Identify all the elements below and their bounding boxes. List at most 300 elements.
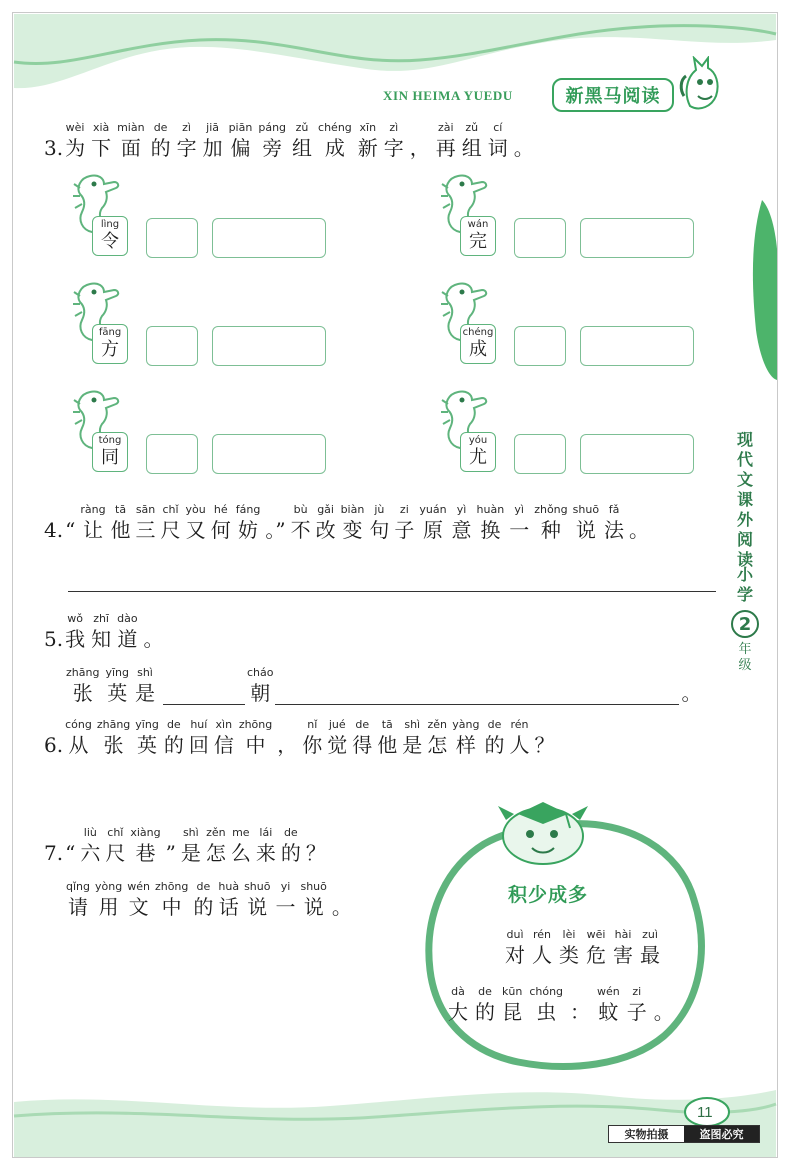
ruby-char	[189, 718, 209, 757]
ruby-char	[256, 826, 276, 865]
pinyin: qǐng	[66, 880, 90, 893]
pinyin: me	[232, 826, 250, 839]
question-7	[44, 826, 331, 865]
hanzi: 六	[80, 841, 101, 865]
ruby-char	[135, 718, 159, 757]
pinyin: de	[487, 718, 502, 731]
hanzi: ？	[305, 841, 326, 865]
question-7-text	[65, 826, 331, 865]
pinyin: wán	[467, 219, 489, 230]
pinyin: rén	[532, 928, 552, 941]
hanzi: 巷	[135, 841, 156, 865]
ruby-char	[654, 985, 674, 1024]
hanzi: 样	[455, 733, 476, 757]
ruby-char	[358, 121, 378, 160]
ruby-char	[166, 826, 176, 865]
hanzi: 中	[245, 733, 266, 757]
ruby-char	[239, 718, 272, 757]
new-character-box[interactable]	[146, 218, 198, 258]
hanzi: 旁	[262, 136, 283, 160]
hanzi: “	[65, 518, 76, 542]
question-7-sub	[66, 880, 357, 919]
hanzi: 蚊	[598, 1000, 619, 1024]
brand-english: XIN HEIMA YUEDU	[383, 88, 513, 103]
ruby-char	[597, 985, 620, 1024]
question-5-text	[65, 612, 169, 651]
pinyin: zěn	[427, 718, 447, 731]
ruby-char	[452, 503, 472, 542]
ruby-char	[316, 503, 336, 542]
pinyin: shuō	[244, 880, 271, 893]
ruby-char	[292, 121, 312, 160]
hanzi: 你	[302, 733, 323, 757]
hanzi: 请	[68, 895, 88, 919]
pinyin: ràng	[80, 503, 106, 516]
ruby-char	[277, 718, 297, 757]
ruby-char	[91, 121, 111, 160]
hanzi: 的	[150, 136, 171, 160]
hanzi: 尺	[105, 841, 126, 865]
hanzi: 。	[629, 518, 650, 542]
hanzi: 最	[640, 943, 660, 967]
hanzi: 子	[394, 518, 415, 542]
hanzi: 怎	[427, 733, 448, 757]
hanzi: 成	[469, 339, 487, 360]
pinyin: huàn	[476, 503, 505, 516]
pinyin: wén	[127, 880, 150, 893]
ruby-char	[65, 826, 75, 865]
ruby-char	[462, 121, 482, 160]
pinyin: yi	[280, 880, 291, 893]
word-answer-box[interactable]	[580, 218, 694, 258]
word-answer-box[interactable]	[212, 434, 326, 474]
ruby-char	[136, 503, 156, 542]
ruby-char	[410, 121, 430, 160]
tip-text-2	[448, 985, 681, 1024]
pinyin: tóng	[98, 435, 122, 446]
hanzi: 说	[303, 895, 324, 919]
pinyin: wèi	[65, 121, 85, 134]
ruby-char	[97, 718, 130, 757]
hanzi: 人	[532, 943, 552, 967]
ruby-char	[80, 826, 100, 865]
ruby-char	[532, 928, 552, 967]
hanzi: 字	[383, 136, 404, 160]
pinyin: zhāng	[96, 718, 131, 731]
question-6	[44, 718, 559, 757]
hanzi: 是	[134, 681, 155, 705]
hanzi: 回	[188, 733, 209, 757]
ruby-char	[65, 503, 75, 542]
pinyin: wén	[597, 985, 620, 998]
hanzi: 中	[161, 895, 182, 919]
pinyin: zì	[389, 121, 399, 134]
ruby-char	[570, 985, 590, 1024]
hanzi: 。	[513, 136, 534, 160]
hanzi: 觉	[327, 733, 348, 757]
hanzi: 信	[213, 733, 234, 757]
tip-line-2	[448, 985, 681, 1024]
ruby-char	[117, 612, 137, 651]
pinyin: fǎ	[608, 503, 620, 516]
hanzi: 是	[402, 733, 423, 757]
pinyin: páng	[258, 121, 287, 134]
ruby-char	[236, 503, 261, 542]
ruby-char	[177, 121, 197, 160]
hanzi: 下	[91, 136, 112, 160]
pinyin: jù	[374, 503, 385, 516]
ruby-char	[318, 121, 352, 160]
hanzi: 词	[487, 136, 508, 160]
base-character-box	[92, 216, 128, 256]
hanzi: ”	[165, 841, 176, 865]
ruby-char	[534, 718, 554, 757]
question-4-text	[65, 503, 654, 542]
ruby-char	[258, 121, 286, 160]
ruby-char	[604, 503, 624, 542]
hanzi: 变	[342, 518, 363, 542]
base-character-box	[92, 432, 128, 472]
hanzi: 么	[230, 841, 251, 865]
hanzi: 令	[101, 231, 119, 252]
pinyin: xīn	[359, 121, 377, 134]
ruby-char	[534, 503, 567, 542]
pinyin: de	[478, 985, 492, 998]
ruby-char	[161, 503, 181, 542]
side-series-title: 现代文课外阅读	[736, 430, 753, 569]
ruby-char	[505, 928, 525, 967]
pinyin: chǐ	[162, 503, 179, 516]
hanzi: 。	[653, 1000, 674, 1024]
fill-end-punct: 。	[681, 681, 702, 705]
word-answer-box[interactable]	[212, 326, 326, 366]
hanzi: 妨	[238, 518, 259, 542]
pinyin: fāng	[98, 327, 122, 338]
hanzi: 字	[176, 136, 197, 160]
pinyin: xìn	[215, 718, 233, 731]
new-character-box[interactable]	[514, 218, 566, 258]
pinyin: biàn	[340, 503, 365, 516]
hanzi: 。	[331, 895, 352, 919]
ruby-char	[281, 826, 301, 865]
pinyin: yòng	[95, 880, 123, 893]
stamp-right: 盗图必究	[684, 1126, 759, 1142]
ruby-char	[206, 826, 226, 865]
hanzi: 让	[82, 518, 103, 542]
ruby-char	[475, 985, 495, 1024]
ruby-char	[306, 826, 326, 865]
ruby-char	[559, 928, 579, 967]
ruby-char	[509, 718, 529, 757]
pinyin: zì	[182, 121, 191, 134]
ruby-char	[117, 121, 144, 160]
question-number: 7.	[44, 841, 64, 865]
pinyin: chéng	[462, 327, 494, 338]
pinyin: rén	[510, 718, 529, 731]
ruby-char	[181, 826, 201, 865]
pinyin: wǒ	[67, 612, 83, 625]
pinyin: chǐ	[107, 826, 124, 839]
hanzi: 的	[163, 733, 184, 757]
ruby-char	[105, 666, 129, 705]
pinyin: zhōng	[154, 880, 189, 893]
pinyin: shì	[137, 666, 153, 679]
pinyin: miàn	[117, 121, 145, 134]
question-7-instruction	[66, 880, 357, 919]
hanzi: 一	[509, 518, 530, 542]
pinyin: yì	[456, 503, 467, 516]
question-3	[44, 121, 540, 160]
word-answer-box[interactable]	[212, 218, 326, 258]
hanzi: 说	[575, 518, 596, 542]
ruby-char	[377, 718, 397, 757]
new-character-box[interactable]	[146, 326, 198, 366]
ruby-char	[65, 612, 85, 651]
hanzi: 文	[128, 895, 149, 919]
pinyin: lìng	[100, 219, 120, 230]
hanzi: 的	[280, 841, 301, 865]
ruby-char	[477, 503, 505, 542]
side-grade-word: 年级	[738, 642, 752, 673]
ruby-char	[95, 880, 122, 919]
pinyin: huí	[190, 718, 208, 731]
question-4	[44, 503, 654, 542]
ruby-char	[300, 880, 326, 919]
ruby-char	[91, 612, 111, 651]
hanzi: 不	[290, 518, 311, 542]
pinyin: xià	[92, 121, 110, 134]
question-number: 3.	[44, 136, 64, 160]
hanzi: 对	[505, 943, 525, 967]
pinyin: fáng	[235, 503, 261, 516]
hanzi: 组	[461, 136, 482, 160]
page-number: 11	[697, 1104, 713, 1121]
ruby-char	[244, 880, 270, 919]
question-6-text	[65, 718, 559, 757]
ruby-char	[573, 503, 599, 542]
ruby-char	[448, 985, 468, 1024]
hanzi: 方	[101, 339, 119, 360]
ruby-char	[231, 826, 251, 865]
pinyin: sān	[135, 503, 156, 516]
hanzi: 成	[324, 136, 345, 160]
brand-badge: 新黑马阅读	[552, 78, 674, 112]
pinyin: shì	[182, 826, 199, 839]
pinyin: hài	[614, 928, 632, 941]
ruby-char	[203, 121, 223, 160]
new-character-box[interactable]	[514, 326, 566, 366]
question-5-fill	[66, 666, 701, 705]
hanzi: 意	[451, 518, 472, 542]
hanzi: 组	[292, 136, 313, 160]
pinyin: yóu	[468, 435, 488, 446]
ruby-char	[265, 503, 285, 542]
ruby-char	[135, 666, 155, 705]
hanzi: 张	[72, 681, 93, 705]
ruby-char	[291, 503, 311, 542]
ruby-char	[218, 880, 239, 919]
hanzi: 原	[422, 518, 443, 542]
pinyin: zhōng	[238, 718, 273, 731]
side-level: 小学	[736, 565, 753, 604]
hanzi: “	[65, 841, 76, 865]
hanzi: 同	[101, 447, 119, 468]
hanzi: 虫	[536, 1000, 557, 1024]
answer-line[interactable]	[68, 591, 716, 592]
pinyin: zuì	[642, 928, 658, 941]
hanzi: 偏	[230, 136, 251, 160]
ruby-char	[65, 718, 92, 757]
pinyin: tā	[381, 718, 393, 731]
ruby-char	[341, 503, 365, 542]
hanzi: 三	[135, 518, 156, 542]
pinyin: yòu	[185, 503, 206, 516]
pinyin: tā	[115, 503, 127, 516]
horse-graduate-icon	[488, 780, 598, 870]
ruby-char	[214, 718, 234, 757]
ruby-char	[275, 880, 295, 919]
ruby-char	[419, 503, 446, 542]
ruby-char	[586, 928, 606, 967]
hanzi: 危	[586, 943, 606, 967]
ruby-char	[80, 503, 105, 542]
new-character-box[interactable]	[146, 434, 198, 474]
ruby-char	[130, 826, 160, 865]
pinyin: zi	[632, 985, 642, 998]
hanzi: ？	[534, 733, 555, 757]
pinyin: duì	[506, 928, 524, 941]
pinyin: zěn	[206, 826, 226, 839]
ruby-char	[66, 666, 99, 705]
hanzi: ，	[277, 733, 298, 757]
pinyin: de	[153, 121, 168, 134]
hanzi: 他	[377, 733, 398, 757]
hanzi: 话	[218, 895, 239, 919]
pinyin: zài	[437, 121, 454, 134]
hanzi: 子	[626, 1000, 647, 1024]
hanzi: 尺	[160, 518, 181, 542]
stamp-left: 实物拍摄	[609, 1126, 684, 1142]
hanzi: 得	[352, 733, 373, 757]
hanzi: 的	[193, 895, 214, 919]
hanzi: 种	[540, 518, 561, 542]
base-character-box	[92, 324, 128, 364]
hanzi: 说	[247, 895, 268, 919]
pinyin: zǔ	[465, 121, 479, 134]
hanzi: 。”	[265, 518, 286, 542]
hanzi: 一	[275, 895, 296, 919]
pinyin: yàng	[452, 718, 480, 731]
pinyin: zhī	[93, 612, 109, 625]
ruby-char	[384, 121, 404, 160]
hanzi: 句	[369, 518, 390, 542]
pinyin: de	[196, 880, 211, 893]
question-3-text	[65, 121, 540, 160]
ruby-char	[105, 826, 125, 865]
hanzi: 他	[110, 518, 131, 542]
ruby-char	[111, 503, 131, 542]
hanzi: 。	[143, 627, 164, 651]
ruby-char	[193, 880, 213, 919]
hanzi: 尤	[469, 447, 487, 468]
pinyin: chéng	[318, 121, 352, 134]
pinyin: lèi	[562, 928, 576, 941]
pinyin: yīng	[105, 666, 129, 679]
hanzi: 害	[613, 943, 633, 967]
ruby-char	[229, 121, 253, 160]
hanzi: ，	[409, 136, 430, 160]
hanzi: 我	[65, 627, 86, 651]
pinyin: zi	[399, 503, 409, 516]
hanzi: 昆	[502, 1000, 523, 1024]
hanzi: 新	[357, 136, 378, 160]
ruby-char	[502, 985, 522, 1024]
watermark-stamp	[608, 1125, 760, 1143]
hanzi: 又	[185, 518, 206, 542]
fill-blank-2[interactable]	[275, 683, 679, 705]
pinyin: yì	[514, 503, 524, 516]
fill-middle-char	[247, 666, 274, 705]
tip-text-1	[505, 928, 667, 967]
pinyin: shuō	[572, 503, 600, 516]
new-character-box[interactable]	[514, 434, 566, 474]
pinyin: jué	[328, 718, 346, 731]
pinyin: hé	[213, 503, 228, 516]
ruby-char	[452, 718, 479, 757]
ruby-char	[529, 985, 563, 1024]
ruby-char	[514, 121, 534, 160]
hanzi: 换	[480, 518, 501, 542]
ruby-char	[369, 503, 389, 542]
hanzi: 人	[509, 733, 530, 757]
hanzi: 类	[559, 943, 579, 967]
ruby-char	[629, 503, 649, 542]
ruby-char	[127, 880, 150, 919]
pinyin: yīng	[135, 718, 159, 731]
pinyin: kūn	[502, 985, 523, 998]
hanzi: 改	[315, 518, 336, 542]
ruby-char	[402, 718, 422, 757]
pinyin: gǎi	[317, 503, 334, 516]
pinyin: de	[283, 826, 298, 839]
hanzi: 大	[448, 1000, 468, 1024]
ruby-char	[394, 503, 414, 542]
ruby-char	[627, 985, 647, 1024]
hanzi: 的	[484, 733, 505, 757]
side-grade-number: 2	[731, 610, 759, 638]
word-answer-box[interactable]	[580, 434, 694, 474]
hanzi: 英	[107, 681, 128, 705]
hanzi: 用	[98, 895, 119, 919]
hanzi: 是	[180, 841, 201, 865]
ruby-char	[509, 503, 529, 542]
hanzi: 怎	[205, 841, 226, 865]
pinyin: de	[166, 718, 181, 731]
pinyin: shì	[404, 718, 421, 731]
hanzi: 为	[65, 136, 86, 160]
pinyin: cóng	[65, 718, 92, 731]
hanzi: 再	[435, 136, 456, 160]
horse-mascot-icon	[676, 56, 726, 114]
base-character-box	[460, 324, 496, 364]
pinyin: de	[355, 718, 370, 731]
word-answer-box[interactable]	[580, 326, 694, 366]
ruby-char	[484, 718, 504, 757]
hanzi: 的	[475, 1000, 495, 1024]
ruby-char	[488, 121, 508, 160]
ruby-char	[352, 718, 372, 757]
fill-blank-1[interactable]	[163, 683, 245, 705]
